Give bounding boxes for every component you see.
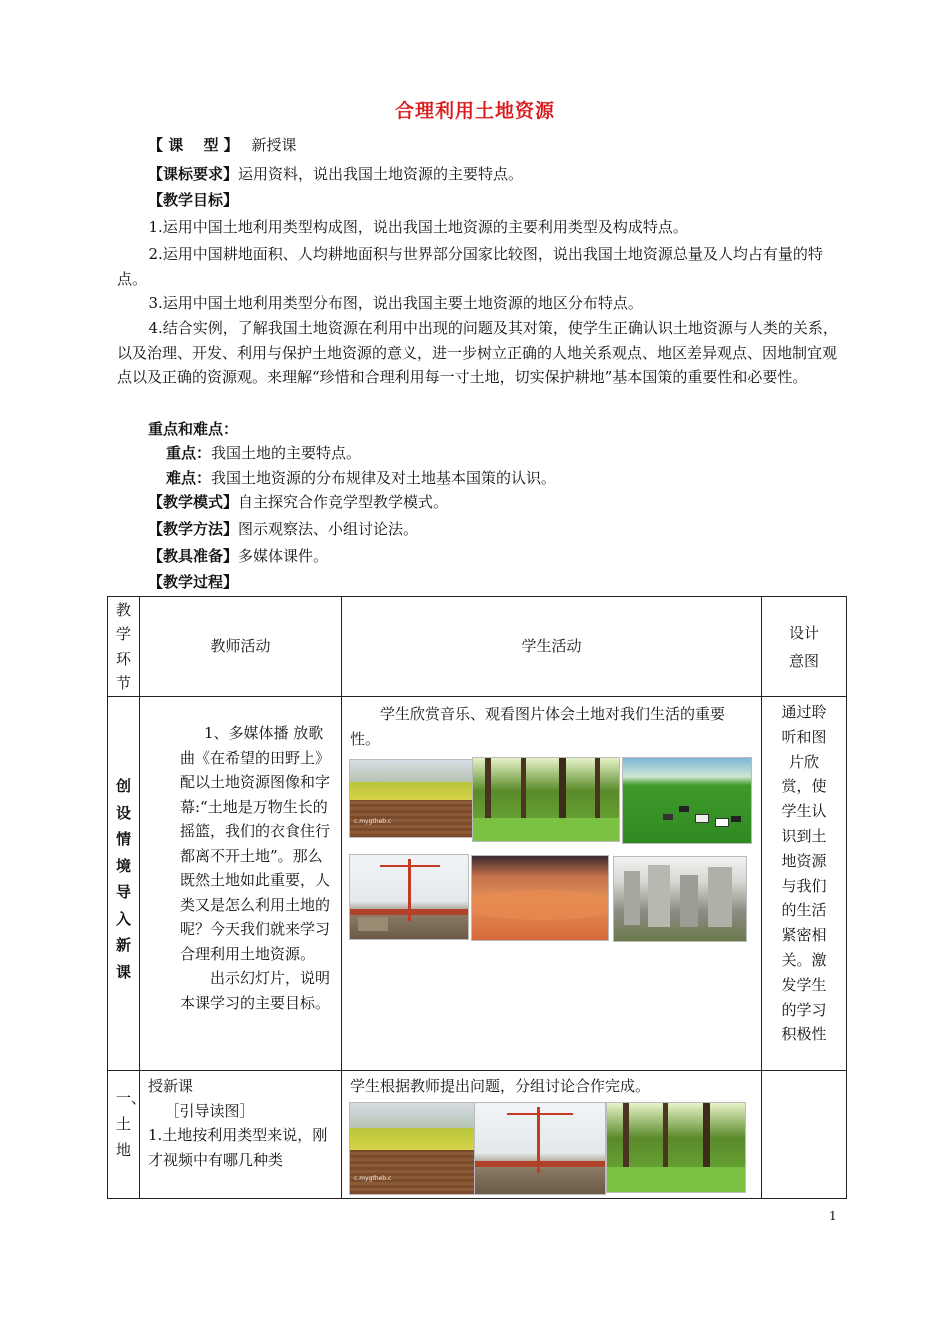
teacher-activity-land: 授新课 ［引导读图］ 1.土地按利用类型来说，刚才视频中有哪几种类: [140, 1071, 342, 1199]
goal-4: 4.结合实例，了解我国土地资源在利用中出现的问题及其对策，使学生正确认识土地资源与人类的关系，以及治理、开发、利用与保护土地资源的意义，进一步树立正确的人地关系观点、地区差异观点、因地制宜观点以及正确的资源观。来理解“珍惜和合理利用每一寸土地，切实保护耕地”基本国策的重要性和必要性。: [117, 319, 838, 386]
method-line: [148, 518, 418, 540]
goal-3: 3.运用中国土地利用类型分布图，说出我国主要土地资源的地区分布特点。: [148, 294, 643, 312]
difficulty-label: 难点：: [166, 469, 212, 487]
difficulty-value: 我国土地资源的分布规律及对土地基本国策的认识。: [211, 469, 557, 487]
course-type-label: 【 课 型 】: [148, 136, 239, 154]
stage-land: 一、土地: [108, 1071, 140, 1199]
design-intent-intro: 通过聆听和图片欣赏，使学生认识到土地资源与我们的生活紧密相关。激发学生的学习积极性: [762, 697, 847, 1071]
goal-1: 1.运用中国土地利用类型构成图，说出我国土地资源的主要利用类型及构成特点。: [148, 218, 688, 236]
mode-value: 自主探究合作竞学型教学模式。: [238, 493, 449, 511]
tools-line: [148, 545, 328, 567]
document-title: 合理利用土地资源: [394, 100, 555, 122]
goals-heading: [148, 189, 238, 211]
course-type-line: [148, 134, 296, 156]
design-intent-land: [762, 1071, 847, 1199]
grassland-photo: [622, 757, 752, 844]
header-student: 学生活动: [342, 597, 762, 697]
table-row-intro: [108, 697, 847, 1071]
header-stage: 教学环节: [108, 597, 140, 697]
page-number: 1: [829, 1209, 837, 1223]
tools-value: 多媒体课件。: [238, 547, 329, 565]
teacher-activity-intro: 1、多媒体播 放歌曲《在希望的田野上》配以土地资源图像和字幕:“土地是万物生长的摇篮，我们的衣食住行都离不开土地”。那么既然土地如此重要，人类又是怎么利用土地的呢？今天我们就来学习合理利用土地资源。 出示幻灯片，说明本课学习的主要目标。: [140, 697, 342, 1071]
goal-2: 2.运用中国耕地面积、人均耕地面积与世界部分国家比较图，说出我国土地资源总量及人均占有量的特点。: [117, 245, 823, 288]
forest-photo: [472, 757, 620, 842]
farmland-photo: c.mygtheb.c: [349, 759, 473, 838]
teaching-process-table: [107, 596, 847, 1199]
construction-photo-2: [474, 1102, 606, 1195]
standard-line: [148, 163, 523, 185]
desert-photo: [471, 855, 609, 941]
mode-line: [148, 491, 448, 513]
stage-intro: 创设情境导入新课: [108, 697, 140, 1071]
header-intent: 设计意图: [762, 597, 847, 697]
key-point-line: [166, 442, 361, 464]
farmland-photo-2: c.mygtheb.c: [349, 1102, 475, 1195]
student-activity-land: 学生根据教师提出问题，分组讨论合作完成。 c.mygtheb.c: [342, 1071, 762, 1199]
key-point-label: 重点：: [166, 444, 212, 462]
difficulty-line: [166, 467, 556, 489]
process-heading: [148, 571, 238, 593]
standard-value: 运用资料，说出我国土地资源的主要特点。: [238, 165, 524, 183]
construction-photo: [349, 854, 469, 940]
process-label: 【教学过程】: [148, 573, 239, 591]
key-point-value: 我国土地的主要特点。: [211, 444, 362, 462]
header-teacher: 教师活动: [140, 597, 342, 697]
table-row-land: [108, 1071, 847, 1199]
table-header-row: [108, 597, 847, 697]
course-type-value: 新授课: [251, 136, 297, 154]
stone-forest-photo: [613, 856, 747, 942]
student-activity-intro: 学生欣赏音乐、观看图片体会土地对我们生活的重要性。 c.mygtheb.c: [342, 697, 762, 1071]
forest-photo-2: [606, 1102, 746, 1193]
standard-label: 【课标要求】: [148, 165, 239, 183]
tools-label: 【教具准备】: [148, 547, 239, 565]
mode-label: 【教学模式】: [148, 493, 239, 511]
goals-label: 【教学目标】: [148, 191, 239, 209]
method-value: 图示观察法、小组讨论法。: [238, 520, 419, 538]
method-label: 【教学方法】: [148, 520, 239, 538]
focus-heading: 重点和难点：: [148, 420, 239, 438]
